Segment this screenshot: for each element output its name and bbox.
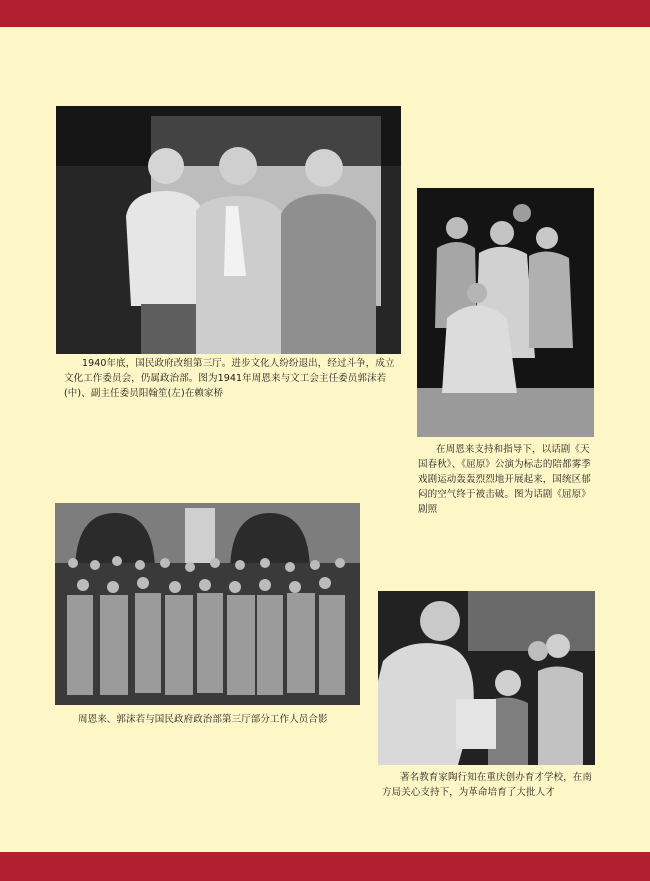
- photo-tao-xingzhi-yucai-school: [378, 591, 595, 765]
- top-band: [0, 0, 650, 27]
- photo2-caption: 在周恩来支持和指导下，以话剧《天国春秋》、《屈原》公演为标志的陪都雾季戏剧运动轰轰烈烈地开展起来，国统区郁闷的空气终于被击破。图为话剧《屈原》剧照: [418, 444, 591, 515]
- photo4-caption: 著名教育家陶行知在重庆创办育才学校，在南方局关心支持下，为革命培育了大批人才: [382, 772, 593, 798]
- bottom-band: [0, 852, 650, 881]
- photo-zhou-guo-yang-laijiaqiao: [56, 106, 401, 354]
- photo-quyuan-play: [417, 188, 594, 437]
- photo3-caption: 周恩来、郭沫若与国民政府政治部第三厅部分工作人员合影: [78, 714, 328, 725]
- photo1-caption: 1940年底，国民政府改组第三厅。进步文化人纷纷退出，经过斗争，成立文化工作委员会，仍属政治部。图为1941年周恩来与文工会主任委员郭沫若(中)、副主任委员阳翰笙(左)在赖家桥: [64, 358, 395, 399]
- photo-third-office-staff-group: [55, 503, 360, 705]
